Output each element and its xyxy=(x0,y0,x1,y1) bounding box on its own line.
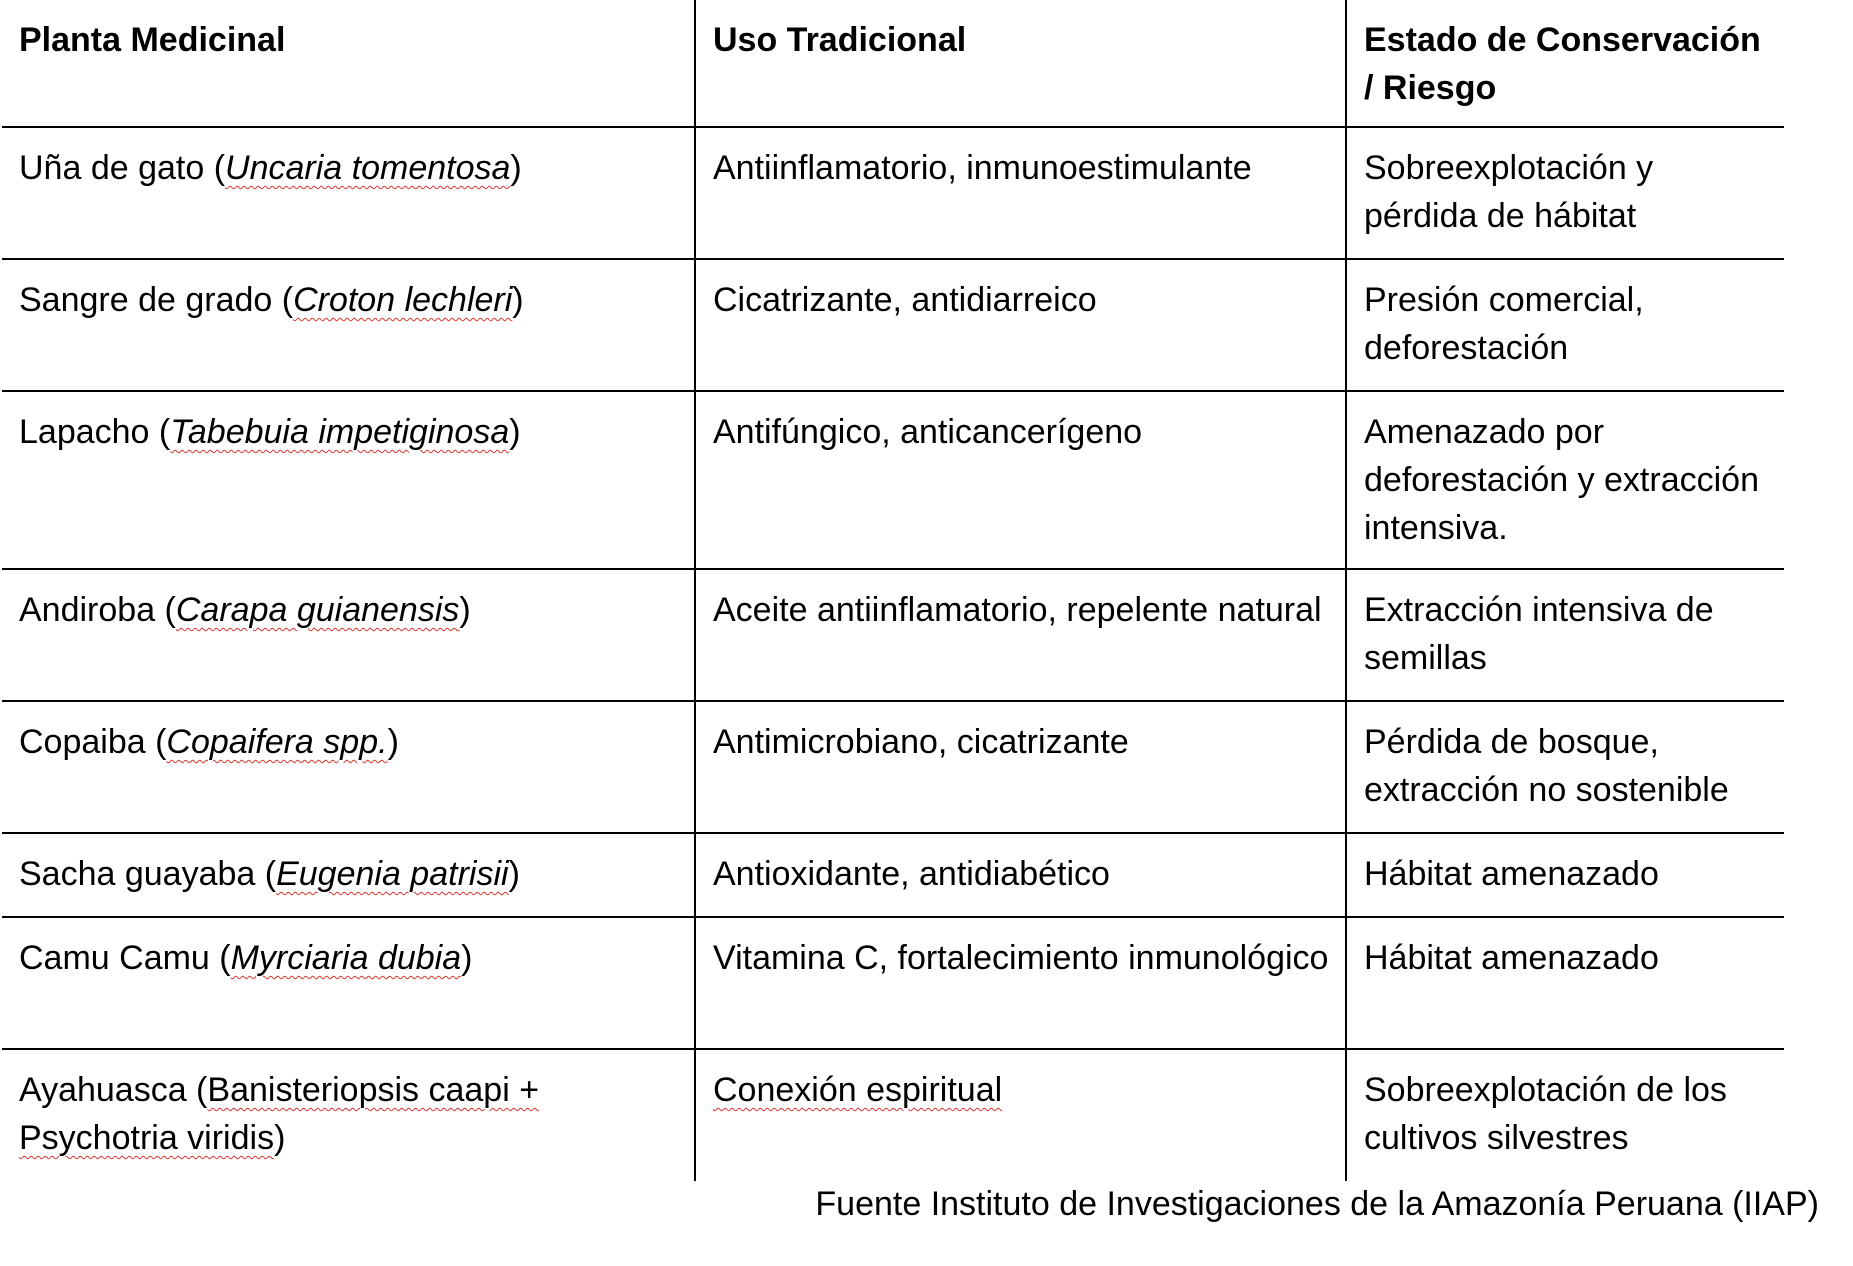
table-row xyxy=(2,391,1784,569)
medicinal-plants-table xyxy=(2,0,1784,1181)
plant-common-name: Andiroba ( xyxy=(19,591,176,629)
cell-status: Sobreexplotación y pérdida de hábitat xyxy=(1346,127,1784,259)
table-row xyxy=(2,127,1784,259)
table-row xyxy=(2,1049,1784,1181)
cell-use: Vitamina C, fortalecimiento inmunológico xyxy=(695,917,1346,1049)
plant-name-close: ) xyxy=(387,723,399,761)
cell-use: Antifúngico, anticancerígeno xyxy=(695,391,1346,569)
cell-plant xyxy=(2,917,695,1049)
cell-status: Presión comercial, deforestación xyxy=(1346,259,1784,391)
cell-use: Antimicrobiano, cicatrizante xyxy=(695,701,1346,833)
plant-scientific-name: Eugenia patrisii xyxy=(276,855,509,893)
plant-scientific-name: Uncaria tomentosa xyxy=(225,149,511,187)
plant-common-name: Copaiba ( xyxy=(19,723,167,761)
cell-plant xyxy=(2,1049,695,1181)
cell-use: Antiinflamatorio, inmunoestimulante xyxy=(695,127,1346,259)
cell-status: Sobreexplotación de los cultivos silvestres xyxy=(1346,1049,1784,1181)
header-use: Uso Tradicional xyxy=(695,0,1346,127)
cell-plant xyxy=(2,569,695,701)
table-row xyxy=(2,917,1784,1049)
plant-name-close: ) xyxy=(459,591,471,629)
cell-plant xyxy=(2,833,695,917)
table-row xyxy=(2,833,1784,917)
cell-status: Pérdida de bosque, extracción no sostenible xyxy=(1346,701,1784,833)
plant-scientific-name: Croton lechleri xyxy=(293,281,513,319)
cell-use xyxy=(695,1049,1346,1181)
plant-name-close: ) xyxy=(508,855,520,893)
cell-plant xyxy=(2,701,695,833)
plant-common-name: Sacha guayaba ( xyxy=(19,855,277,893)
table-row xyxy=(2,259,1784,391)
cell-status: Extracción intensiva de semillas xyxy=(1346,569,1784,701)
source-caption: Fuente Instituto de Investigaciones de la Amazonía Peruana (IIAP) xyxy=(815,1185,1819,1223)
cell-use: Aceite antiinflamatorio, repelente natural xyxy=(695,569,1346,701)
plant-scientific-name: Tabebuia impetiginosa xyxy=(170,413,510,451)
table-header-row xyxy=(2,0,1784,127)
plant-common-name: Sangre de grado ( xyxy=(19,281,294,319)
table-row xyxy=(2,569,1784,701)
cell-status: Hábitat amenazado xyxy=(1346,833,1784,917)
plant-scientific-name: Carapa guianensis xyxy=(175,591,460,629)
plant-name-close: ) xyxy=(509,413,521,451)
plant-name-close: ) xyxy=(461,939,473,977)
plant-common-name: Uña de gato ( xyxy=(19,149,226,187)
plant-name-close: ) xyxy=(274,1119,286,1157)
cell-status: Hábitat amenazado xyxy=(1346,917,1784,1049)
plant-scientific-name: Copaifera spp. xyxy=(166,723,388,761)
table-row xyxy=(2,701,1784,833)
cell-plant xyxy=(2,391,695,569)
header-status: Estado de Conservación / Riesgo xyxy=(1346,0,1784,127)
plant-scientific-name: Banisteriopsis caapi + Psychotria viridis xyxy=(19,1071,540,1157)
plant-scientific-name: Myrciaria dubia xyxy=(230,939,462,977)
plant-name-close: ) xyxy=(510,149,522,187)
cell-plant xyxy=(2,127,695,259)
use-text: Conexión espiritual xyxy=(713,1071,1003,1109)
cell-plant xyxy=(2,259,695,391)
header-plant: Planta Medicinal xyxy=(2,0,695,127)
cell-status: Amenazado por deforestación y extracción intensiva. xyxy=(1346,391,1784,569)
plant-common-name: Ayahuasca ( xyxy=(19,1071,208,1109)
plant-common-name: Camu Camu ( xyxy=(19,939,231,977)
plant-name-close: ) xyxy=(512,281,524,319)
plant-common-name: Lapacho ( xyxy=(19,413,171,451)
cell-use: Antioxidante, antidiabético xyxy=(695,833,1346,917)
cell-use: Cicatrizante, antidiarreico xyxy=(695,259,1346,391)
